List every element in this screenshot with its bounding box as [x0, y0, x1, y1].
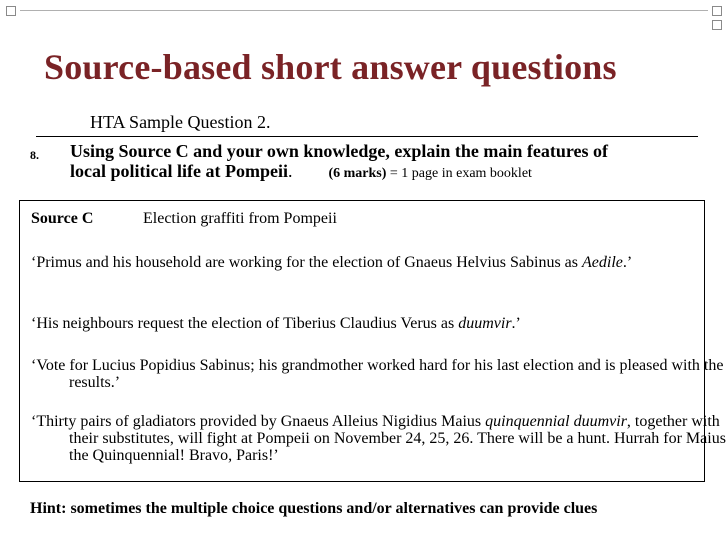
graffiti-quote-2 — [31, 315, 728, 332]
slide-subtitle: HTA Sample Question 2. — [90, 112, 271, 132]
quote-text-end: .’ — [511, 315, 521, 332]
corner-mark-top-left — [6, 6, 16, 16]
corner-mark-top-right — [712, 6, 722, 16]
quote-text: ‘Primus and his household are working for the election of Gnaeus Helvius Sabinus as — [31, 254, 583, 271]
quote-emphasis: Aedile — [582, 254, 623, 271]
quote-text-end: , together with their substitutes, will fight at Pompeii on November 24, 25, 26. There will be a hunt. Hurrah for Maius the Quinquennial! Bravo, Paris!’ — [69, 413, 726, 464]
source-description: Election graffiti from Pompeii — [143, 210, 337, 227]
slide-title: Source-based short answer questions — [44, 47, 617, 87]
question-line-1: Using Source C and your own knowledge, explain the main features of — [70, 141, 609, 161]
question-period: . — [287, 161, 293, 181]
slide-top-rule — [20, 10, 708, 11]
graffiti-quote-3 — [31, 357, 728, 391]
source-header — [31, 210, 337, 228]
graffiti-quote-1 — [31, 254, 728, 271]
corner-mark-top-right-lower — [712, 20, 722, 30]
hint-text: Hint: sometimes the multiple choice questions and/or alternatives can provide clues — [30, 500, 598, 517]
quote-text-end: .’ — [622, 254, 633, 271]
divider-rule — [36, 136, 698, 137]
quote-text: ‘Vote for Lucius Popidius Sabinus; his grandmother worked hard for his last election and is pleased with the results.’ — [31, 357, 724, 391]
question-number: 8. — [30, 148, 39, 162]
quote-emphasis: duumvir — [458, 315, 512, 332]
quote-text: ‘His neighbours request the election of Tiberius Claudius Verus as — [31, 315, 459, 332]
question-line-2: local political life at Pompeii — [70, 161, 288, 181]
source-box — [19, 200, 726, 482]
booklet-note: = 1 page in exam booklet — [386, 166, 532, 181]
graffiti-quote-4 — [31, 413, 728, 464]
quote-emphasis: quinquennial duumvir — [485, 413, 627, 430]
question-text — [70, 141, 710, 184]
source-label: Source C — [31, 210, 94, 227]
quote-text: ‘Thirty pairs of gladiators provided by Gnaeus Alleius Nigidius Maius — [31, 413, 486, 430]
question-marks: (6 marks) — [328, 166, 387, 181]
